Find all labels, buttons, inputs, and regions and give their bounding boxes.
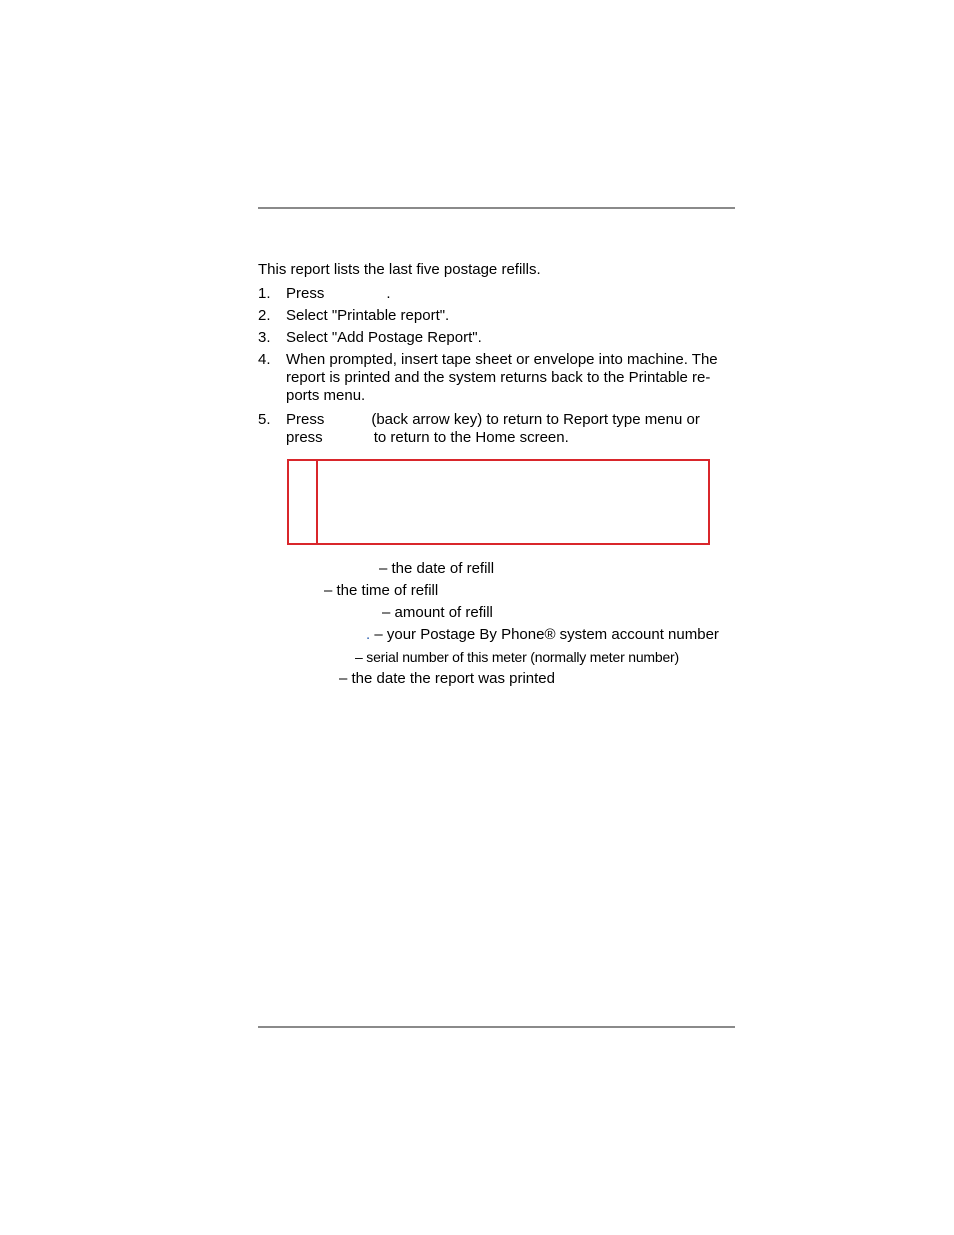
step-text: When prompted, insert tape sheet or envelope into machine. The report is printed and the system returns back to the Printable re- ports menu. (286, 351, 718, 404)
header-rule (258, 207, 735, 209)
definition-report-date: – the date the report was printed (339, 670, 555, 687)
step-number: 3. (258, 329, 271, 346)
definition-refill-time: – the time of refill (324, 582, 439, 599)
intro-text: This report lists the last five postage refills. (258, 261, 541, 278)
step-text: Press . (286, 285, 391, 302)
step-number: 1. (258, 285, 271, 302)
definition-refill-amount: – amount of refill (382, 604, 493, 621)
footer-rule (258, 1026, 735, 1028)
definition-refill-date: – the date of refill (379, 560, 495, 577)
note-box (287, 459, 710, 545)
step-number: 2. (258, 307, 271, 324)
step-text: Press (back arrow key) to return to Report type menu or press to return to the Home screen. (286, 411, 700, 446)
note-divider (316, 461, 318, 543)
step-text: Select "Printable report". (286, 307, 450, 324)
step-number: 5. (258, 411, 271, 428)
step-text: Select "Add Postage Report". (286, 329, 482, 346)
definition-account-number: . – your Postage By Phone® system account number (366, 626, 719, 643)
step-number: 4. (258, 351, 271, 368)
definition-serial-number: – serial number of this meter (normally meter number) (355, 649, 679, 665)
blue-dot: . (366, 626, 371, 643)
